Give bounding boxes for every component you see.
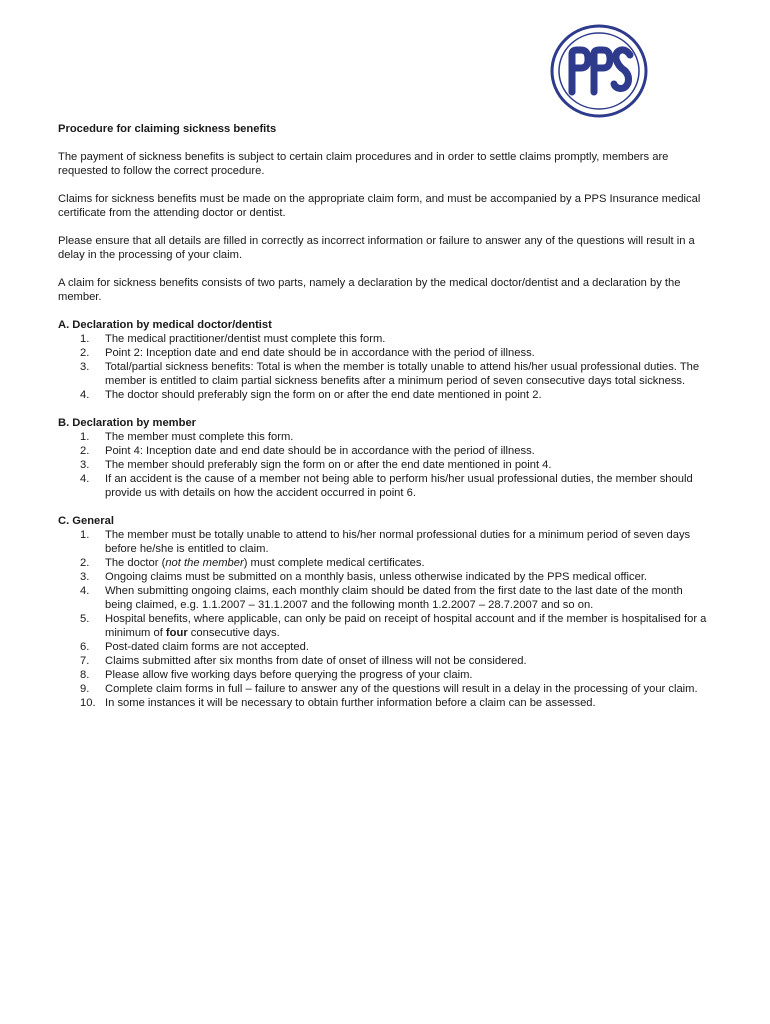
list-item: 1. The member must be totally unable to attend to his/her normal professional duties for a minimum period of seven days before he/she is entitled to claim. (80, 529, 691, 555)
section-a-heading: A. Declaration by medical doctor/dentist (58, 319, 272, 331)
list-item: 7. Claims submitted after six months from date of onset of illness will not be considered. (80, 655, 527, 667)
intro-paragraph-2: Claims for sickness benefits must be made on the appropriate claim form, and must be accompanied by a PPS Insurance medical certificate from the attending doctor or dentist. (58, 193, 701, 219)
pps-logo (550, 24, 648, 118)
list-item: 4. If an accident is the cause of a member not being able to perform his/her usual professional duties, the member should provide us with details on how the accident occurred in point 6. (80, 473, 693, 499)
list-item: 3. The member should preferably sign the form on or after the end date mentioned in point 4. (80, 459, 552, 471)
document-title: Procedure for claiming sickness benefits (58, 123, 277, 135)
section-c-heading: C. General (58, 515, 114, 527)
pps-logo-icon (550, 24, 648, 118)
section-b-list (58, 430, 708, 500)
list-item: 5. Hospital benefits, where applicable, can only be paid on receipt of hospital account and if the member is hospitalised for a minimum of four consecutive days. (80, 613, 707, 639)
list-item: 10. In some instances it will be necessary to obtain further information before a claim can be assessed. (80, 697, 596, 709)
section-a-list (58, 332, 708, 402)
list-item: 1. The medical practitioner/dentist must complete this form. (80, 333, 386, 345)
intro-paragraph-1: The payment of sickness benefits is subject to certain claim procedures and in order to settle claims promptly, members are requested to follow the correct procedure. (58, 151, 669, 177)
list-item: 3. Ongoing claims must be submitted on a monthly basis, unless otherwise indicated by the PPS medical officer. (80, 571, 648, 583)
list-item: 6. Post-dated claim forms are not accepted. (80, 641, 309, 653)
intro-paragraph-3: Please ensure that all details are filled in correctly as incorrect information or failure to answer any of the questions will result in a delay in the processing of your claim. (58, 235, 695, 261)
list-item: 3. Total/partial sickness benefits: Total is when the member is totally unable to attend his/her usual professional duties. The member is entitled to claim partial sickness benefits after a minimum period of seven consecutive days total sickness. (80, 361, 700, 387)
intro-paragraph-4: A claim for sickness benefits consists of two parts, namely a declaration by the medical doctor/dentist and a declaration by the member. (58, 277, 681, 303)
section-c-list (58, 528, 708, 710)
bold-text: four (165, 627, 188, 639)
section-b-heading: B. Declaration by member (58, 417, 197, 429)
list-item: 9. Complete claim forms in full – failure to answer any of the questions will result in a delay in the processing of your claim. (80, 683, 698, 695)
list-item: 1. The member must complete this form. (80, 431, 294, 443)
list-item: 2. Point 2: Inception date and end date should be in accordance with the period of illness. (80, 347, 535, 359)
emphasis-text: not the member (165, 557, 244, 569)
list-item: 4. When submitting ongoing claims, each monthly claim should be dated from the first date to the last date of the month being claimed, e.g. 1.1.2007 – 31.1.2007 and the following month 1.2.2007 – 28.7.2007 and so on. (80, 585, 683, 611)
list-item: 4. The doctor should preferably sign the form on or after the end date mentioned in point 2. (80, 389, 542, 401)
list-item: 2. Point 4: Inception date and end date should be in accordance with the period of illness. (80, 445, 535, 457)
list-item: 2. The doctor (not the member) must complete medical certificates. (80, 557, 425, 569)
document-body (58, 122, 708, 724)
list-item: 8. Please allow five working days before querying the progress of your claim. (80, 669, 473, 681)
